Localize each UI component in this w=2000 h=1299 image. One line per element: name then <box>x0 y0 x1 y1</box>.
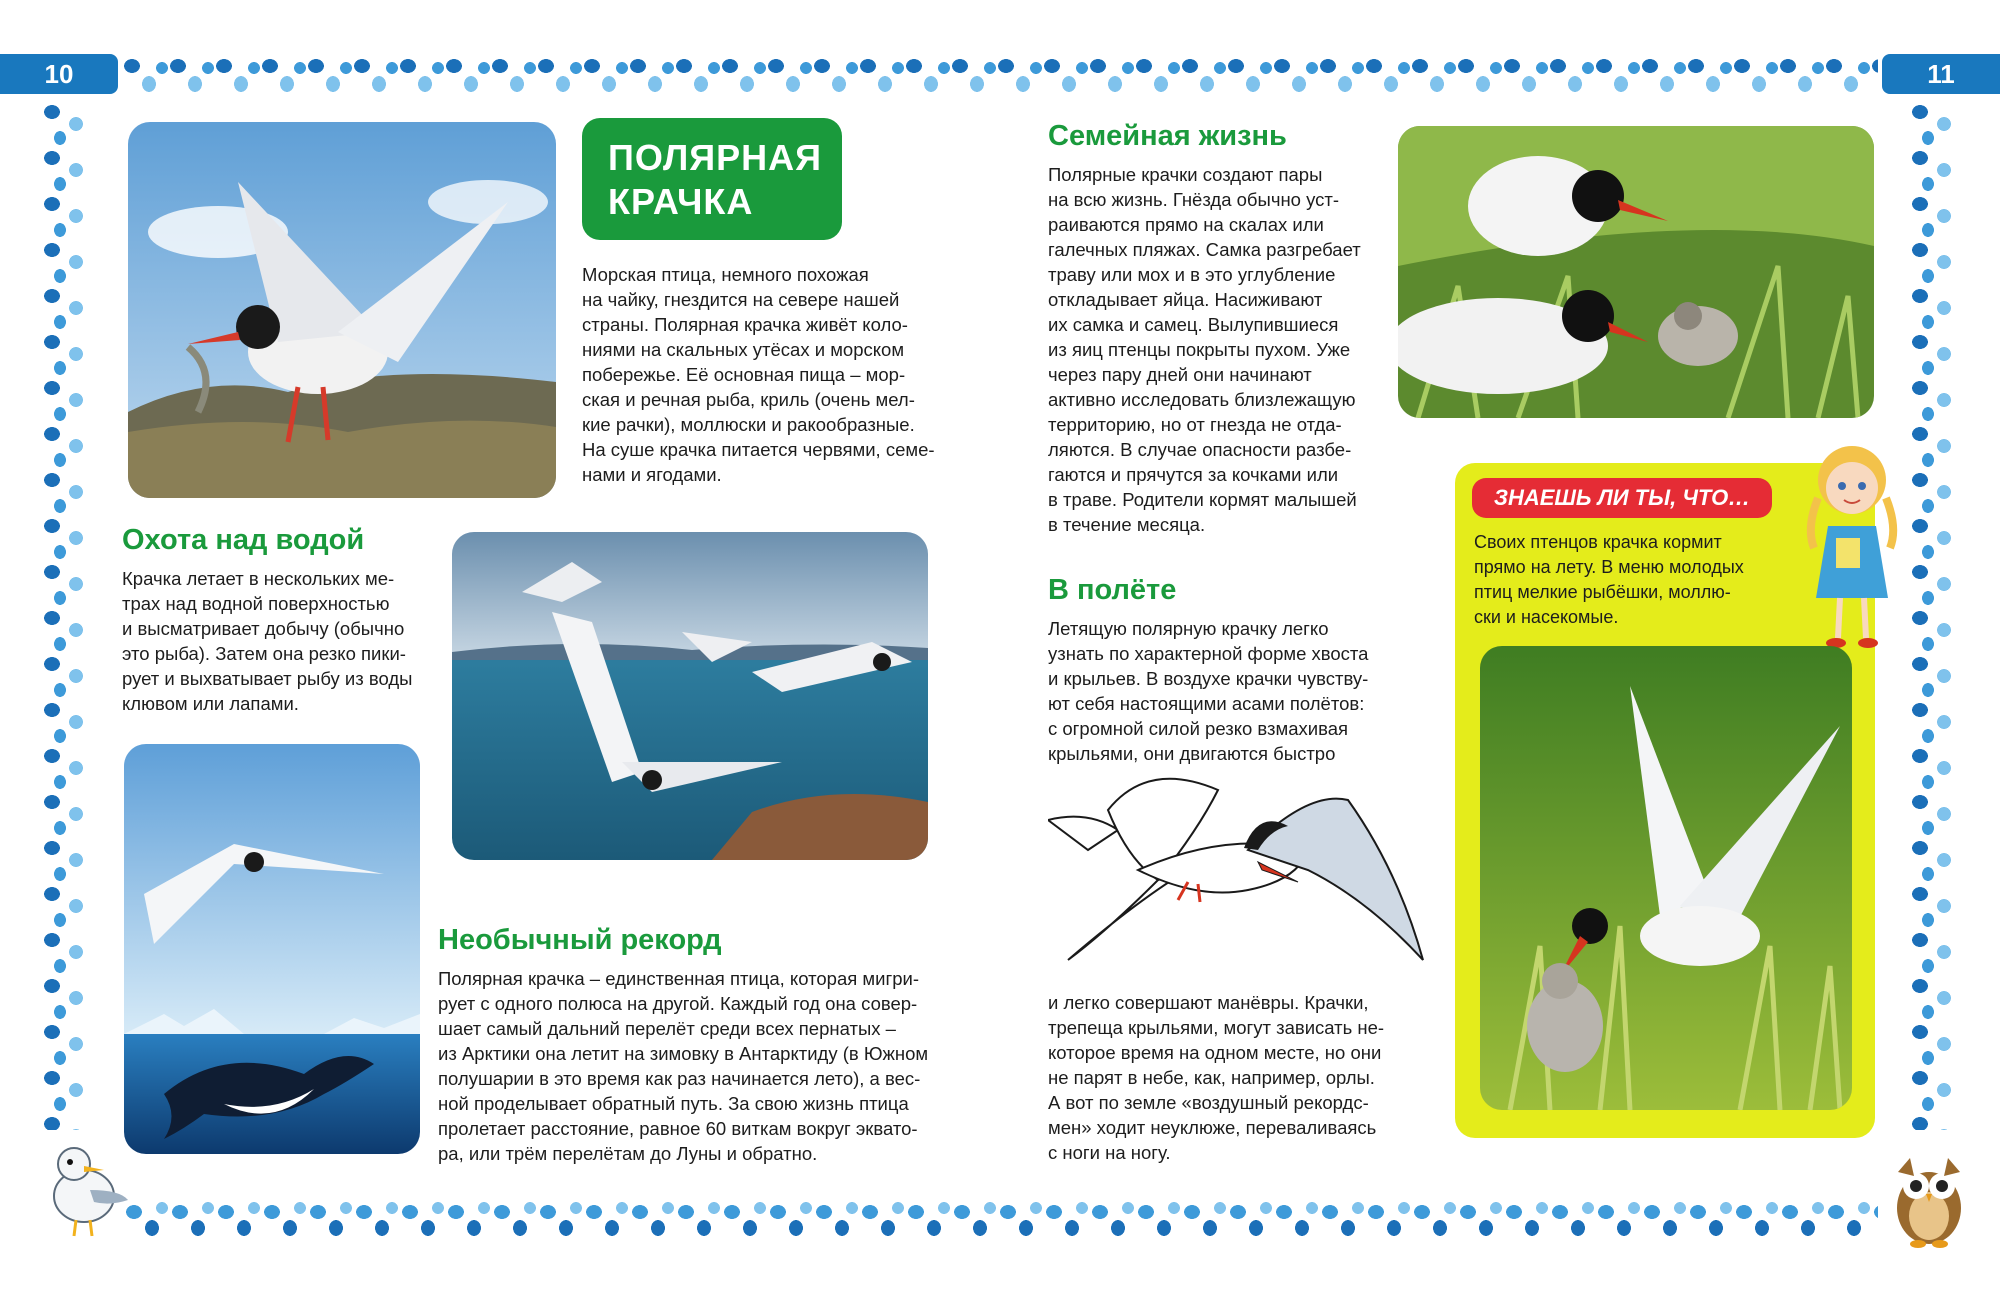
text-line: рует с одного полюса на другой. Каждый год она совер- <box>438 993 918 1014</box>
record-heading: Необычный рекорд <box>438 924 722 956</box>
did-you-know-text <box>1474 530 1744 630</box>
text-line: это рыба). Затем она резко пики- <box>122 643 406 664</box>
text-line: Полярные крачки создают пары <box>1048 164 1323 185</box>
text-line: из яиц птенцы покрыты пухом. Уже <box>1048 339 1351 360</box>
text-line: рует и выхватывает рыбу из воды <box>122 668 413 689</box>
text-line: ют себя настоящими асами полётов: <box>1048 693 1365 714</box>
text-line: с огромной силой резко взмахивая <box>1048 718 1349 739</box>
text-line: которое время на одном месте, но они <box>1048 1042 1382 1063</box>
text-line: и высматривает добычу (обычно <box>122 618 405 639</box>
tern-on-rock-photo <box>128 122 556 498</box>
text-line: ляются. В случае опасности разбе- <box>1048 439 1352 460</box>
text-line: трепеща крыльями, могут зависать не- <box>1048 1017 1385 1038</box>
seagull-mascot-icon <box>40 1140 130 1240</box>
text-line: галечных пляжах. Самка разгребает <box>1048 239 1361 260</box>
text-line: Крачка летает в нескольких ме- <box>122 568 395 589</box>
text-line: откладывает яйца. Насиживают <box>1048 289 1323 310</box>
hunting-paragraph <box>122 566 412 716</box>
tern-feeding-chick-photo <box>1480 646 1852 1110</box>
text-line: Своих птенцов крачка кормит <box>1474 532 1722 552</box>
text-line: на всю жизнь. Гнёзда обычно уст- <box>1048 189 1340 210</box>
text-line: Летящую полярную крачку легко <box>1048 618 1329 639</box>
tern-and-whale-illustration <box>124 744 420 1154</box>
text-line: в траве. Родители кормят малышей <box>1048 489 1357 510</box>
text-line: шает самый дальний перелёт среди всех пернатых – <box>438 1018 896 1039</box>
text-line: прямо на лету. В меню молодых <box>1474 557 1744 577</box>
text-line: ниями на скальных утёсах и морском <box>582 339 905 360</box>
text-line: и легко совершают манёвры. Крачки, <box>1048 992 1369 1013</box>
text-line: и крыльев. В воздухе крачки чувству- <box>1048 668 1369 689</box>
text-line: ра, или трём перелётам до Луны и обратно. <box>438 1143 818 1164</box>
intro-paragraph <box>582 262 935 487</box>
did-you-know-header: ЗНАЕШЬ ЛИ ТЫ, ЧТО… <box>1472 478 1772 518</box>
text-line: активно исследовать близлежащую <box>1048 389 1356 410</box>
title-line-1: ПОЛЯРНАЯ <box>608 137 822 178</box>
flight-heading: В полёте <box>1048 574 1177 606</box>
terns-over-sea-photo <box>452 532 928 860</box>
text-line: пролетает расстояние, равное 60 виткам вокруг эквато- <box>438 1118 918 1139</box>
text-line: полушарии в это время как раз начинается лето), а вес- <box>438 1068 921 1089</box>
text-line: через пару дней они начинают <box>1048 364 1312 385</box>
text-line: их самка и самец. Вылупившиеся <box>1048 314 1339 335</box>
text-line: в течение месяца. <box>1048 514 1206 535</box>
text-line: нами и ягодами. <box>582 464 722 485</box>
text-line: из Арктики она летит на зимовку в Антарктиду (в Южном <box>438 1043 929 1064</box>
text-line: ская и речная рыба, криль (очень мел- <box>582 389 915 410</box>
text-line: ной проделывает обратный путь. За свою жизнь птица <box>438 1093 909 1114</box>
page-number-right: 11 <box>1882 54 2000 94</box>
text-line: крыльями, они двигаются быстро <box>1048 743 1336 764</box>
tern-pair-with-chick-photo <box>1398 126 1874 418</box>
text-line: Морская птица, немного похожая <box>582 264 869 285</box>
text-line: трах над водной поверхностью <box>122 593 390 614</box>
text-line: территорию, но от гнезда не отда- <box>1048 414 1342 435</box>
title-line-2: КРАЧКА <box>608 181 754 222</box>
family-paragraph <box>1048 162 1361 537</box>
text-line: раиваются прямо на скалах или <box>1048 214 1324 235</box>
text-line: мен» ходит неуклюже, переваливаясь <box>1048 1117 1377 1138</box>
flight-paragraph-bottom <box>1048 990 1384 1165</box>
dotted-frame-left <box>38 100 94 1130</box>
girl-cartoon-icon <box>1796 438 1906 658</box>
page-title <box>582 118 842 240</box>
text-line: на чайку, гнездится на севере нашей <box>582 289 900 310</box>
text-line: птиц мелкие рыбёшки, моллю- <box>1474 582 1731 602</box>
record-paragraph <box>438 966 928 1166</box>
page-number-left: 10 <box>0 54 118 94</box>
family-heading: Семейная жизнь <box>1048 120 1287 152</box>
text-line: страны. Полярная крачка живёт коло- <box>582 314 908 335</box>
flight-paragraph-top <box>1048 616 1368 766</box>
text-line: На суше крачка питается червями, семе- <box>582 439 935 460</box>
text-line: кие рачки), моллюски и ракообразные. <box>582 414 915 435</box>
dotted-frame-right <box>1906 100 1962 1130</box>
hunting-heading: Охота над водой <box>122 524 365 556</box>
text-line: не парят в небе, как, например, орлы. <box>1048 1067 1375 1088</box>
text-line: траву или мох и в это углубление <box>1048 264 1336 285</box>
owl-mascot-icon <box>1888 1148 1970 1248</box>
text-line: ски и насекомые. <box>1474 607 1619 627</box>
text-line: узнать по характерной форме хвоста <box>1048 643 1369 664</box>
dotted-frame-bottom <box>122 1198 1878 1242</box>
dotted-frame-top <box>122 54 1878 98</box>
tern-drawing <box>1048 770 1424 982</box>
text-line: А вот по земле «воздушный рекордс- <box>1048 1092 1369 1113</box>
text-line: Полярная крачка – единственная птица, которая мигри- <box>438 968 919 989</box>
text-line: клювом или лапами. <box>122 693 299 714</box>
text-line: гаются и прячутся за кочками или <box>1048 464 1339 485</box>
text-line: с ноги на ногу. <box>1048 1142 1171 1163</box>
text-line: побережье. Её основная пища – мор- <box>582 364 906 385</box>
